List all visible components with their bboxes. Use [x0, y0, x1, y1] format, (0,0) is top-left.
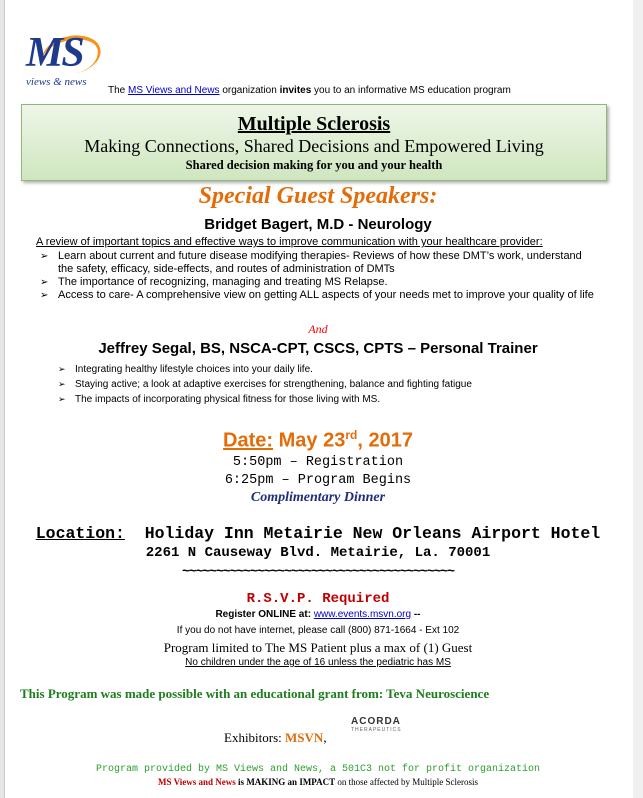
impact-mid: is [235, 777, 247, 787]
speaker1-name: Bridget Bagert, M.D - Neurology [204, 216, 432, 233]
date-value: May 23 [278, 429, 346, 452]
speaker2-topics [58, 362, 598, 407]
date-suffix: rd [345, 428, 358, 442]
rsvp-heading: R.S.V.P. Required [246, 591, 390, 607]
list-item: ➢ The impacts of incorporating physical fitness for those living with MS. [58, 392, 598, 407]
intro-line [108, 85, 511, 96]
events-link[interactable]: www.events.msvn.org [313, 609, 412, 620]
acorda-text: ACORDA [351, 716, 401, 727]
ms-views-news-link[interactable]: MS Views and News [128, 85, 220, 96]
banner-tagline: Shared decision making for you and your health [185, 158, 443, 172]
list-item: ➢ Integrating healthy lifestyle choices into your daily life. [58, 362, 598, 377]
impact-red: MS Views and News [158, 777, 236, 787]
impact-bold: MAKING an IMPACT [246, 777, 336, 787]
program-time: 6:25pm – Program Begins [224, 473, 412, 488]
location-label: Location: [35, 524, 125, 543]
acorda-logo [351, 716, 402, 733]
date-year: , 2017 [357, 429, 413, 452]
list-item: ➢ Access to care- A comprehensive view on getting ALL aspects of your needs met to improve your quality of life [38, 289, 598, 302]
children-policy: No children under the age of 16 unless the pediatric has MS [185, 657, 451, 668]
logo-subtitle: views & news [26, 76, 87, 88]
exhibitor-msvn: MSVN [285, 730, 324, 745]
intro-pre: The [108, 85, 129, 96]
intro-post: you to an informative MS education program [311, 85, 511, 96]
list-item: ➢ The importance of recognizing, managing and treating MS Relapse. [38, 276, 598, 289]
banner-title: Multiple Sclerosis [237, 113, 391, 135]
ms-views-news-logo [20, 32, 102, 92]
title-banner [21, 104, 607, 181]
intro-mid: organization [219, 85, 280, 96]
speaker1-intro: A review of important topics and effective ways to improve communication with your healthcare provider: [36, 236, 543, 248]
banner-subtitle: Making Connections, Shared Decisions and Empowered Living [84, 136, 544, 156]
impact-post: on those affected by Multiple Sclerosis [335, 777, 478, 787]
location-address: 2261 N Causeway Blvd. Metairie, La. 70001 [145, 545, 491, 561]
register-post: -- [411, 609, 421, 620]
location-line [4, 524, 632, 543]
location-venue: Holiday Inn Metairie New Orleans Airport Hotel [144, 524, 601, 543]
register-line [4, 609, 632, 620]
complimentary-dinner: Complimentary Dinner [250, 490, 386, 505]
date-label: Date: [223, 429, 274, 452]
phone-line: If you do not have internet, please call (800) 871-1664 - Ext 102 [176, 625, 460, 636]
list-item: ➢ Learn about current and future disease modifying therapies- Reviews of how these DMT’s work, understand the safety, efficacy, side-effects, and routes of administration of DMTs [38, 250, 598, 276]
acorda-sub: THERAPEUTICS [351, 727, 402, 733]
exhibitor-sep: , [323, 730, 327, 745]
and-connector: And [308, 322, 328, 336]
speaker1-topics [38, 250, 598, 302]
guest-limit: Program limited to The MS Patient plus a max of (1) Guest [163, 640, 473, 655]
logo-ms-text: MS [26, 30, 83, 76]
footer-provided: Program provided by MS Views and News, a 501C3 not for profit organization [95, 764, 541, 775]
exhibitors-line [224, 730, 327, 746]
list-item: ➢ Staying active; a look at adaptive exercises for strengthening, balance and fighting fatigue [58, 377, 598, 392]
registration-time: 5:50pm – Registration [232, 455, 404, 470]
register-pre: Register ONLINE at: [215, 609, 314, 620]
vertical-scrollbar[interactable] [633, 0, 643, 798]
speaker2-name: Jeffrey Segal, BS, NSCA-CPT, CSCS, CPTS – Personal Trainer [98, 340, 538, 357]
tilde-divider: ~~~~~~~~~~~~~~~~~~~~~~~~~~~~~~~~~~~~~~~~ [181, 564, 455, 579]
exhibitors-label: Exhibitors: [224, 730, 286, 745]
event-date [4, 428, 632, 453]
intro-invites: invites [279, 85, 312, 96]
special-speakers-heading: Special Guest Speakers: [198, 183, 438, 209]
grant-statement: This Program was made possible with an educational grant from: Teva Neuroscience [20, 686, 490, 701]
footer-impact [4, 777, 632, 787]
